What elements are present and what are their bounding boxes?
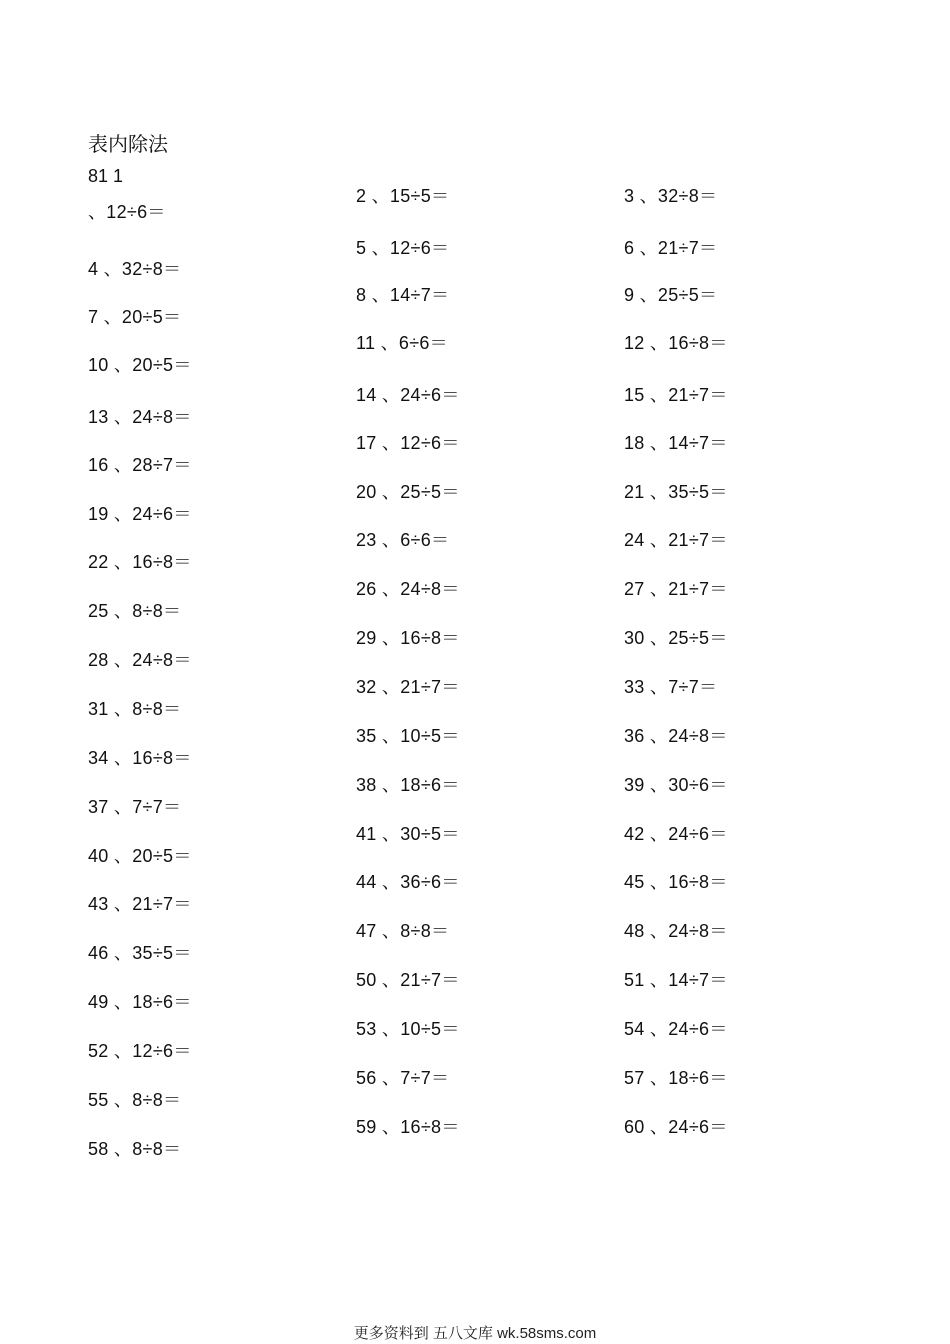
problem-57: 57 、18÷6＝ [624, 1068, 728, 1088]
worksheet-subline: 81 1 [88, 166, 124, 186]
worksheet-title: 表内除法 [88, 132, 168, 156]
problem-3: 3 、32÷8＝ [624, 186, 718, 206]
problem-15: 15 、21÷7＝ [624, 385, 728, 405]
problem-2: 2 、15÷5＝ [356, 186, 450, 206]
problem-56: 56 、7÷7＝ [356, 1068, 450, 1088]
problem-32: 32 、21÷7＝ [356, 677, 460, 697]
problem-53: 53 、10÷5＝ [356, 1019, 460, 1039]
problem-46: 46 、35÷5＝ [88, 943, 192, 963]
problem-27: 27 、21÷7＝ [624, 579, 728, 599]
problem-23: 23 、6÷6＝ [356, 530, 450, 550]
problem-44: 44 、36÷6＝ [356, 872, 460, 892]
problem-50: 50 、21÷7＝ [356, 970, 460, 990]
problem-12: 12 、16÷8＝ [624, 333, 728, 353]
problem-39: 39 、30÷6＝ [624, 775, 728, 795]
problem-26: 26 、24÷8＝ [356, 579, 460, 599]
problem-34: 34 、16÷8＝ [88, 748, 192, 768]
problem-30: 30 、25÷5＝ [624, 628, 728, 648]
problem-54: 54 、24÷6＝ [624, 1019, 728, 1039]
problem-1: 、12÷6＝ [88, 202, 166, 222]
problem-10: 10 、20÷5＝ [88, 355, 192, 375]
problem-45: 45 、16÷8＝ [624, 872, 728, 892]
problem-11: 11 、6÷6＝ [356, 333, 448, 353]
problem-25: 25 、8÷8＝ [88, 601, 182, 621]
problem-17: 17 、12÷6＝ [356, 433, 460, 453]
problem-16: 16 、28÷7＝ [88, 455, 192, 475]
problem-22: 22 、16÷8＝ [88, 552, 192, 572]
problem-19: 19 、24÷6＝ [88, 504, 192, 524]
problem-33: 33 、7÷7＝ [624, 677, 718, 697]
problem-18: 18 、14÷7＝ [624, 433, 728, 453]
problem-52: 52 、12÷6＝ [88, 1041, 192, 1061]
problem-5: 5 、12÷6＝ [356, 238, 450, 258]
problem-40: 40 、20÷5＝ [88, 846, 192, 866]
problem-31: 31 、8÷8＝ [88, 699, 182, 719]
problem-47: 47 、8÷8＝ [356, 921, 450, 941]
problem-58: 58 、8÷8＝ [88, 1139, 182, 1159]
problem-24: 24 、21÷7＝ [624, 530, 728, 550]
problem-36: 36 、24÷8＝ [624, 726, 728, 746]
problem-38: 38 、18÷6＝ [356, 775, 460, 795]
problem-14: 14 、24÷6＝ [356, 385, 460, 405]
problem-7: 7 、20÷5＝ [88, 307, 182, 327]
problem-6: 6 、21÷7＝ [624, 238, 718, 258]
problem-41: 41 、30÷5＝ [356, 824, 460, 844]
problem-51: 51 、14÷7＝ [624, 970, 728, 990]
problem-21: 21 、35÷5＝ [624, 482, 728, 502]
problem-9: 9 、25÷5＝ [624, 285, 718, 305]
footer-watermark-text: 更多资料到 五八文库 wk.58sms.com [353, 1325, 597, 1342]
problem-60: 60 、24÷6＝ [624, 1117, 728, 1137]
problem-42: 42 、24÷6＝ [624, 824, 728, 844]
problem-59: 59 、16÷8＝ [356, 1117, 460, 1137]
problem-8: 8 、14÷7＝ [356, 285, 450, 305]
problem-20: 20 、25÷5＝ [356, 482, 460, 502]
problem-43: 43 、21÷7＝ [88, 894, 192, 914]
problem-29: 29 、16÷8＝ [356, 628, 460, 648]
problem-48: 48 、24÷8＝ [624, 921, 728, 941]
problem-28: 28 、24÷8＝ [88, 650, 192, 670]
problem-49: 49 、18÷6＝ [88, 992, 192, 1012]
problem-55: 55 、8÷8＝ [88, 1090, 182, 1110]
problem-4: 4 、32÷8＝ [88, 259, 182, 279]
problem-35: 35 、10÷5＝ [356, 726, 460, 746]
problem-37: 37 、7÷7＝ [88, 797, 182, 817]
problem-13: 13 、24÷8＝ [88, 407, 192, 427]
